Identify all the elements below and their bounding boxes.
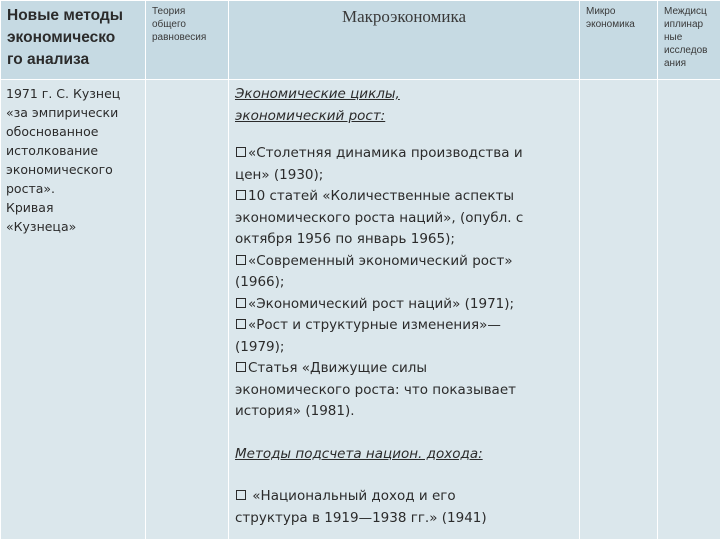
header-interdisciplinary: Междисц иплинар ные исследов ания bbox=[664, 6, 708, 69]
list-item: Статья «Движущие силы экономического роста: что показывает история» (1981). bbox=[235, 360, 516, 419]
bullet-icon bbox=[235, 189, 247, 201]
list-item: «Столетняя динамика производства и цен» (1930); bbox=[235, 145, 523, 183]
body-cell-new-methods bbox=[1, 80, 146, 540]
header-row bbox=[1, 1, 720, 80]
list-item: «Экономический рост наций» (1971); bbox=[235, 294, 575, 316]
bullet-icon bbox=[235, 146, 247, 158]
bullet-icon bbox=[235, 318, 247, 330]
header-cell-microeconomics bbox=[580, 1, 658, 80]
body-cell-macroeconomics bbox=[229, 80, 580, 540]
header-new-methods: Новые методы экономическо го анализа bbox=[7, 7, 123, 68]
list-item: «Рост и структурные изменения»— (1979); bbox=[235, 317, 501, 355]
body-cell-microeconomics bbox=[580, 80, 658, 540]
section-title-national-income: Методы подсчета национ. дохода: bbox=[235, 445, 483, 462]
list-item: «Национальный доход и его структура в 1919—1938 гг.» (1941) bbox=[235, 488, 487, 526]
header-general-equilibrium: Теория общего равновесия bbox=[152, 6, 207, 43]
header-macroeconomics: Макроэкономика bbox=[342, 7, 466, 26]
header-cell-interdisciplinary bbox=[658, 1, 720, 80]
bullet-icon bbox=[235, 254, 247, 266]
header-microeconomics: Микро экономика bbox=[586, 6, 635, 30]
list-item: «Современный экономический рост» (1966); bbox=[235, 252, 513, 290]
body-cell-interdisciplinary bbox=[658, 80, 720, 540]
kuznets-note: 1971 г. С. Кузнец «за эмпирически обоснованное истолкование экономического роста». Кривая «Кузнеца» bbox=[6, 86, 121, 234]
header-cell-general-equilibrium bbox=[146, 1, 229, 80]
header-cell-new-methods bbox=[1, 1, 146, 80]
body-row bbox=[1, 80, 720, 540]
list-item: 10 статей «Количественные аспекты экономического роста наций», (опубл. с октября 1956 по январь 1965); bbox=[235, 188, 524, 247]
section-title-cycles: Экономические циклы, экономический рост: bbox=[235, 86, 400, 124]
bullet-icon bbox=[235, 297, 247, 309]
header-cell-macroeconomics bbox=[229, 1, 580, 80]
bullet-icon bbox=[235, 361, 247, 373]
body-cell-general-equilibrium bbox=[146, 80, 229, 540]
bullet-icon bbox=[235, 489, 247, 501]
macro-content bbox=[229, 80, 579, 529]
